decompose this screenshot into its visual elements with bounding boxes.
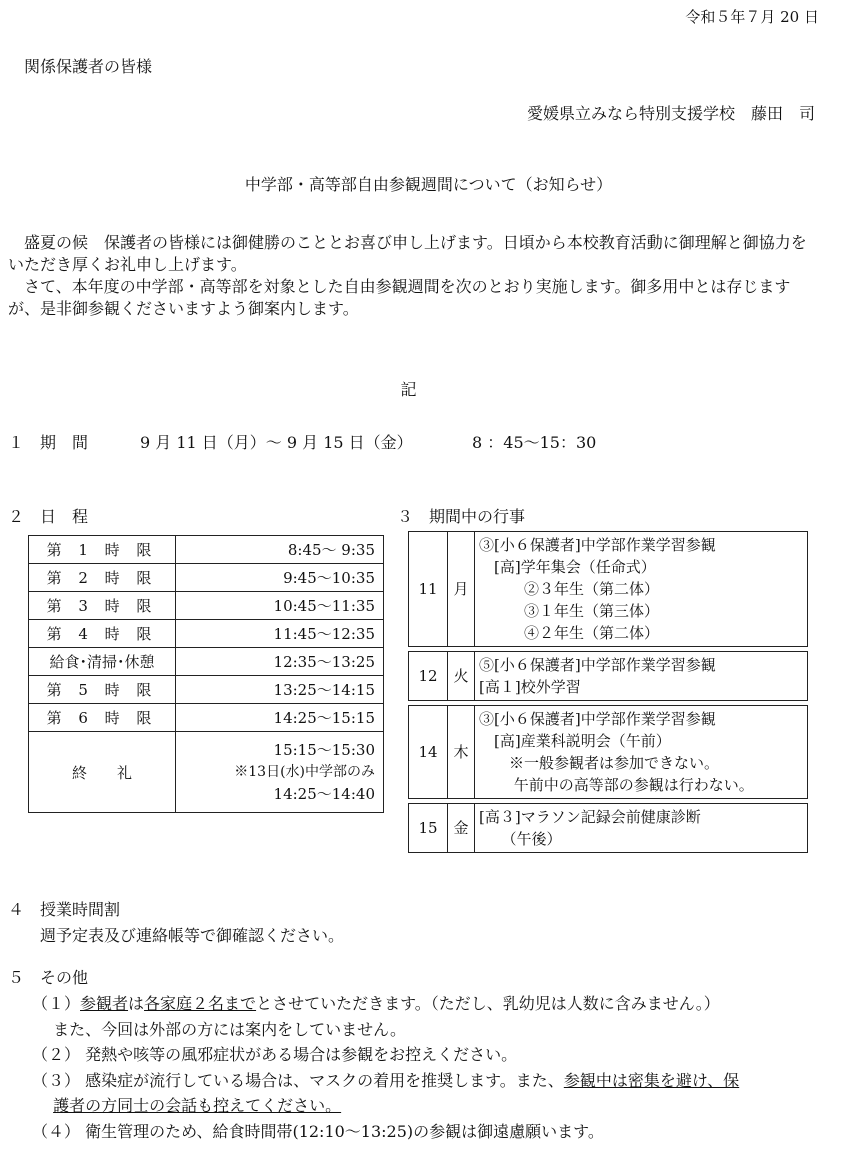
event-day: 15: [409, 804, 448, 853]
event-line: 午前中の高等部の参観は行わない。: [479, 776, 754, 794]
sender: 愛媛県立みなら特別支援学校 藤田 司: [526, 104, 815, 123]
table-row: [29, 732, 384, 813]
table-row: [29, 620, 384, 648]
event-content: [475, 532, 808, 647]
document-title: 中学部・高等部自由参観週間について（お知らせ）: [244, 175, 613, 194]
event-line: （午後）: [479, 830, 562, 848]
schedule-time: 9:45～10:35: [176, 564, 384, 592]
note-underlined: 参観者: [80, 994, 129, 1013]
intro-text: [8, 232, 816, 320]
schedule-table: [28, 535, 384, 813]
events-heading: ３ 期間中の行事: [397, 507, 526, 526]
event-line: [高]学年集会（任命式）: [479, 558, 656, 576]
table-row: [409, 652, 808, 701]
table-row: [29, 704, 384, 732]
note-underlined: 護者の方同士の会話も控えてください。: [53, 1096, 342, 1115]
event-weekday: 火: [448, 652, 475, 701]
event-line: ②３年生（第二体）: [479, 580, 660, 598]
recipient: 関係保護者の皆様: [24, 57, 153, 76]
period-label: 期 間: [40, 433, 89, 452]
schedule-time: 14:25～15:15: [176, 704, 384, 732]
event-line: ③１年生（第三体）: [479, 602, 660, 620]
other-notes: [32, 991, 739, 1144]
schedule-time: 10:45～11:35: [176, 592, 384, 620]
event-day: 12: [409, 652, 448, 701]
schedule-period: 第 2 時 限: [29, 564, 176, 592]
event-day: 14: [409, 706, 448, 799]
event-line: [高３]マラソン記録会前健康診断: [479, 808, 701, 826]
intro-paragraph: 盛夏の候 保護者の皆様には御健勝のこととお喜び申し上げます。日頃から本校教育活動に御理解と御協力をいただき厚くお礼申し上げます。: [8, 233, 807, 274]
schedule-period: 第 5 時 限: [29, 676, 176, 704]
note-underlined: 各家庭２名まで: [144, 994, 257, 1013]
table-row: [29, 676, 384, 704]
period-time: 8 ：45～15：30: [472, 433, 597, 452]
event-line: [高１]校外学習: [479, 678, 581, 696]
closing-time: 15:15～15:30: [273, 741, 375, 759]
period-number: １: [8, 433, 25, 452]
ki-heading: 記: [400, 380, 417, 399]
document-date: 令和５年７月 20 日: [685, 8, 819, 26]
event-content: [475, 652, 808, 701]
event-line: ③[小６保護者]中学部作業学習参観: [479, 710, 716, 728]
event-content: [475, 706, 808, 799]
event-day: 11: [409, 532, 448, 647]
note-text: は: [128, 994, 145, 1013]
schedule-period: 第 4 時 限: [29, 620, 176, 648]
intro-paragraph: さて、本年度の中学部・高等部を対象とした自由参観週間を次のとおり実施します。御多用中とは存じますが、是非御参観くださいますよう御案内します。: [8, 277, 791, 318]
table-row: [29, 536, 384, 564]
table-row: [409, 706, 808, 799]
note-2: （２） 発熱や咳等の風邪症状がある場合は参観をお控えください。: [32, 1045, 518, 1064]
event-line: [高]産業科説明会（午前）: [479, 732, 671, 750]
event-weekday: 金: [448, 804, 475, 853]
events-table: [408, 531, 808, 853]
note-prefix: （１）: [32, 994, 81, 1013]
timetable-heading: ４ 授業時間割: [8, 900, 121, 919]
schedule-time: 11:45～12:35: [176, 620, 384, 648]
schedule-time: [176, 732, 384, 813]
event-line: ③[小６保護者]中学部作業学習参観: [479, 536, 716, 554]
schedule-time: 13:25～14:15: [176, 676, 384, 704]
closing-time-alt: 14:25～14:40: [273, 785, 375, 803]
note-1-line2: また、今回は外部の方には案内をしていません。: [32, 1019, 407, 1039]
event-weekday: 月: [448, 532, 475, 647]
schedule-period: 終 礼: [29, 732, 176, 813]
event-line: ※一般参観者は参加できない。: [479, 754, 720, 772]
schedule-heading: ２ 日 程: [8, 507, 89, 526]
table-row: [29, 592, 384, 620]
closing-note: ※13日(水)中学部のみ: [234, 764, 375, 780]
note-1: [32, 991, 739, 1017]
period-dates: 9 月 11 日（月）～ 9 月 15 日（金）: [140, 433, 413, 452]
note-text: [32, 1096, 53, 1115]
timetable-text: 週予定表及び連絡帳等で御確認ください。: [40, 926, 345, 945]
table-row: [29, 648, 384, 676]
note-text: （３） 感染症が流行している場合は、マスクの着用を推奨します。また、: [32, 1070, 564, 1090]
note-underlined: 参観中は密集を避け、保: [563, 1070, 740, 1090]
event-line: ④２年生（第二体）: [479, 624, 660, 642]
note-4: （４） 衛生管理のため、給食時間帯(12:10～13:25)の参観は御遠慮願います。: [32, 1121, 604, 1141]
schedule-time: 8:45～ 9:35: [176, 536, 384, 564]
schedule-period: 第 6 時 限: [29, 704, 176, 732]
event-line: ⑤[小６保護者]中学部作業学習参観: [479, 656, 716, 674]
table-row: [409, 804, 808, 853]
note-3: [32, 1068, 739, 1094]
event-content: [475, 804, 808, 853]
note-3-line2: [32, 1093, 739, 1119]
period-line: [8, 432, 596, 454]
event-weekday: 木: [448, 706, 475, 799]
other-heading: ５ その他: [8, 968, 89, 987]
schedule-period: 第 3 時 限: [29, 592, 176, 620]
schedule-period: 給食･清掃･休憩: [29, 648, 176, 676]
note-text: とさせていただきます。（ただし、乳幼児は人数に含みません。）: [256, 994, 720, 1013]
table-row: [29, 564, 384, 592]
schedule-period: 第 1 時 限: [29, 536, 176, 564]
table-row: [409, 532, 808, 647]
schedule-time: 12:35～13:25: [176, 648, 384, 676]
